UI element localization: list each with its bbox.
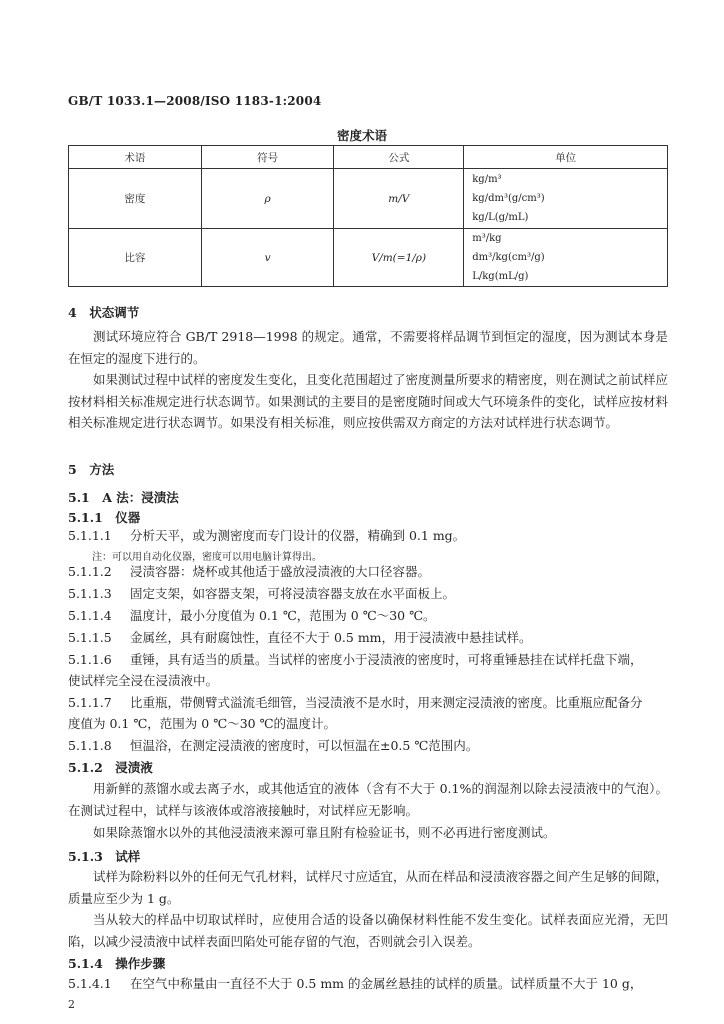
clause-line xyxy=(68,693,668,713)
unit-cell xyxy=(464,229,668,287)
clause-line xyxy=(68,606,668,626)
subsection-heading: 5.1.1 仪器 xyxy=(68,510,141,525)
clause-number: 5.1.1.3 xyxy=(68,586,112,601)
subsection-heading: 5.1.3 试样 xyxy=(68,849,141,864)
clause-line xyxy=(68,584,668,604)
clause-line xyxy=(68,562,668,582)
paragraph: 试样为除粉料以外的任何无气孔材料，试样尺寸应适宜，从而在样品和浸渍液容器之间产生足够的间隙，质量应至少为 1 g。 xyxy=(68,869,669,906)
clause-line xyxy=(68,650,668,670)
note: 注：可以用自动化仪器，密度可以用电脑计算得出。 xyxy=(92,552,322,563)
unit-line: dm³/kg(cm³/g) xyxy=(472,252,545,263)
paragraph: 如果除蒸馏水以外的其他浸渍液来源可靠且附有检验证书，则不必再进行密度测试。 xyxy=(93,825,556,840)
symbol-cell: ρ xyxy=(201,169,334,229)
unit-cell xyxy=(464,169,668,229)
paragraph: 用新鲜的蒸馏水或去离子水，或其他适宜的液体（含有不大于 0.1%的润湿剂以除去浸渍液中的气泡）。在测试过程中，试样与该液体或溶液接触时，对试样应无影响。 xyxy=(68,781,668,818)
density-terms-table xyxy=(68,145,668,287)
section-heading: 4 状态调节 xyxy=(68,305,140,320)
subsection-heading: 5.1.4 操作步骤 xyxy=(68,956,166,971)
clause-number: 5.1.1.5 xyxy=(68,630,112,645)
clause-text: 浸渍容器：烧杯或其他适于盛放浸渍液的大口径容器。 xyxy=(130,564,431,579)
clause-text: 恒温浴，在测定浸渍液的密度时，可以恒温在±0.5 ℃范围内。 xyxy=(130,738,479,753)
clause-number: 5.1.4.1 xyxy=(68,976,112,991)
unit-line: m³/kg xyxy=(472,233,502,244)
table-row xyxy=(69,169,668,229)
clause-line xyxy=(68,736,668,756)
clause-line xyxy=(68,526,668,546)
standard-header: GB/T 1033.1—2008/ISO 1183-1:2004 xyxy=(68,94,322,108)
clause-text: 分析天平，或为测密度而专门设计的仪器，精确到 0.1 mg。 xyxy=(130,528,466,543)
page-number: 2 xyxy=(68,998,75,1011)
clause-number: 5.1.1.2 xyxy=(68,564,112,579)
clause-number: 5.1.1.8 xyxy=(68,738,112,753)
paragraph: 测试环境应符合 GB/T 2918—1998 的规定。通常，不需要将样品调节到恒定的湿度，因为测试本身是在恒定的湿度下进行的。 xyxy=(68,329,668,366)
unit-line: kg/L(g/mL) xyxy=(472,212,529,223)
clause-text: 固定支架，如容器支架，可将浸渍容器支放在水平面板上。 xyxy=(130,586,456,601)
table-header-row xyxy=(69,146,668,169)
unit-line: kg/dm³(g/cm³) xyxy=(472,193,545,204)
col-header-formula: 公式 xyxy=(334,146,464,169)
table-row xyxy=(69,229,668,287)
clause-continuation: 使试样完全浸在浸渍液中。 xyxy=(68,673,219,688)
subsection-heading: 5.1 A 法：浸渍法 xyxy=(68,490,179,505)
clause-number: 5.1.1.6 xyxy=(68,652,112,667)
unit-line: kg/m³ xyxy=(472,174,502,185)
symbol-cell: v xyxy=(201,229,334,287)
unit-line: L/kg(mL/g) xyxy=(472,271,529,282)
clause-text: 温度计，最小分度值为 0.1 ℃，范围为 0 ℃～30 ℃。 xyxy=(130,608,436,623)
formula-cell: m/V xyxy=(334,169,464,229)
term-cell: 密度 xyxy=(69,169,202,229)
section-heading: 5 方法 xyxy=(68,462,115,477)
col-header-symbol: 符号 xyxy=(201,146,334,169)
term-cell: 比容 xyxy=(69,229,202,287)
paragraph: 如果测试过程中试样的密度发生变化，且变化范围超过了密度测量所要求的精密度，则在测试之前试样应按材料相关标准规定进行状态调节。如果测试的主要目的是密度随时间或大气环境条件的变化，试样应按材料相关标准规定进行状态调节。如果没有相关标准，则应按供需双方商定的方法对试样进行状态调节。 xyxy=(68,372,669,430)
clause-text: 在空气中称量由一直径不大于 0.5 mm 的金属丝悬挂的试样的质量。试样质量不大于 10 g， xyxy=(130,976,643,991)
formula-cell: V/m(=1/ρ) xyxy=(334,229,464,287)
clause-text: 金属丝，具有耐腐蚀性，直径不大于 0.5 mm，用于浸渍液中悬挂试样。 xyxy=(130,630,532,645)
table-caption: 密度术语 xyxy=(336,128,387,143)
subsection-heading: 5.1.2 浸渍液 xyxy=(68,760,153,775)
clause-number: 5.1.1.1 xyxy=(68,528,112,543)
clause-line xyxy=(68,974,668,994)
clause-text: 比重瓶，带侧臂式溢流毛细管，当浸渍液不是水时，用来测定浸渍液的密度。比重瓶应配备分 xyxy=(130,695,643,710)
col-header-term: 术语 xyxy=(69,146,202,169)
col-header-unit: 单位 xyxy=(464,146,668,169)
clause-continuation: 度值为 0.1 ℃，范围为 0 ℃～30 ℃的温度计。 xyxy=(68,716,337,731)
clause-line xyxy=(68,628,668,648)
paragraph: 当从较大的样品中切取试样时，应使用合适的设备以确保材料性能不发生变化。试样表面应光滑，无凹陷，以减少浸渍液中试样表面凹陷处可能存留的气泡，否则就会引入误差。 xyxy=(68,912,668,949)
clause-number: 5.1.1.4 xyxy=(68,608,112,623)
clause-number: 5.1.1.7 xyxy=(68,695,112,710)
clause-text: 重锤，具有适当的质量。当试样的密度小于浸渍液的密度时，可将重锤悬挂在试样托盘下端， xyxy=(130,652,643,667)
